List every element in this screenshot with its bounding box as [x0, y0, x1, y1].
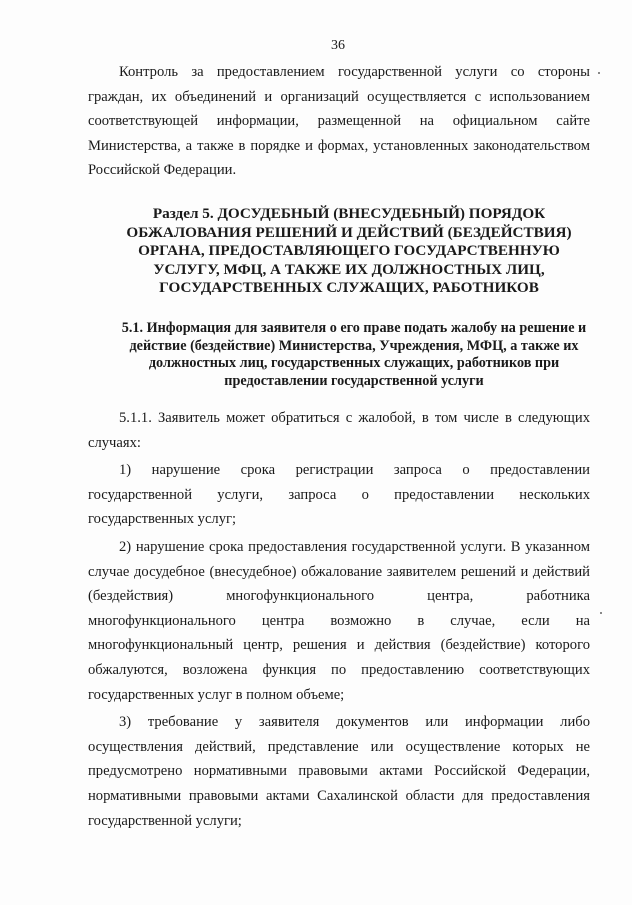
body-text — [88, 406, 590, 833]
section-title: Раздел 5. ДОСУДЕБНЫЙ (ВНЕСУДЕБНЫЙ) ПОРЯДОК ОБЖАЛОВАНИЯ РЕШЕНИЙ И ДЕЙСТВИЙ (БЕЗДЕЙСТВИЯ) ОРГАНА, ПРЕДОСТАВЛЯЮЩЕГО ГОСУДАРСТВЕННУЮ УСЛУГУ, МФЦ, А ТАКЖЕ ИХ ДОЛЖНОСТНЫХ ЛИЦ, ГОСУДАРСТВЕННЫХ СЛУЖАЩИХ, РАБОТНИКОВ — [126, 205, 572, 297]
intro-paragraph: Контроль за предоставлением государственной услуги со стороны граждан, их объединений и организаций осуществляется с использованием соответствующей информации, размещенной на официальном сайте Министерства, а также в порядке и формах, установленных законодательством Российской Федерации. — [88, 64, 590, 179]
paragraph-5-1-1: 5.1.1. Заявитель может обратиться с жалобой, в том числе в следующих случаях: — [88, 410, 590, 451]
list-item-3: 3) требование у заявителя документов или информации либо осуществления действий, представление или осуществление которых не предусмотрено нормативными правовыми актами Российской Федерации, нормативными правовыми актами Сахалинской области для предоставления государственной услуги; — [88, 714, 590, 829]
intro-block — [88, 60, 590, 183]
scan-speck — [600, 612, 602, 614]
subsection-title: 5.1. Информация для заявителя о его праве подать жалобу на решение и действие (бездействие) Министерства, Учреждения, МФЦ, а также их должностных лиц, государственных служащих, работников при предоставлении государственной услуги — [121, 320, 587, 389]
list-item-2: 2) нарушение срока предоставления государственной услуги. В указанном случае досудебное (внесудебное) обжалование заявителем решений и действий (бездействия) многофункционального центра, работника многофункционального центра возможно в случае, если на многофункциональный центр, решения и действия (бездействие) которого обжалуются, возложена функция по предоставлению соответствующих государственных услуг в полном объеме; — [88, 538, 590, 703]
list-item-1: 1) нарушение срока регистрации запроса о предоставлении государственной услуги, запроса о предоставлении нескольких государственных услуг; — [88, 462, 590, 528]
scan-speck — [598, 72, 600, 74]
page-number: 36 — [331, 38, 345, 53]
